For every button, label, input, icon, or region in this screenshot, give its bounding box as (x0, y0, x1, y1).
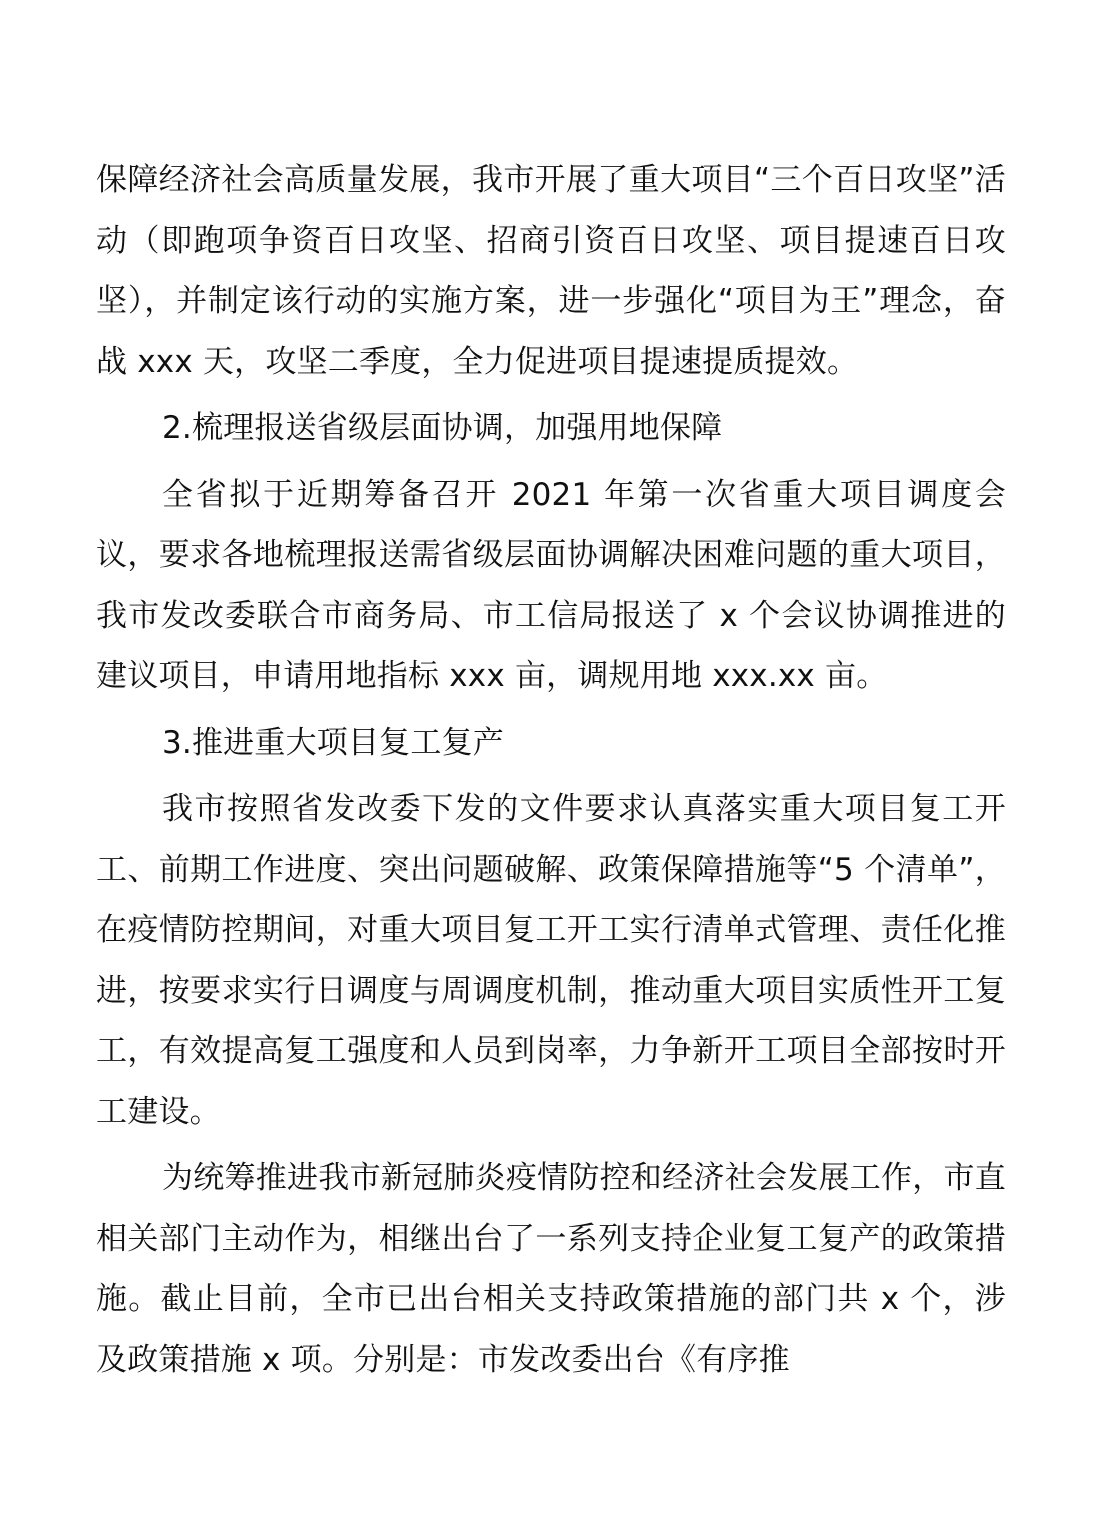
section-heading-3: 3.推进重大项目复工复产 (162, 724, 504, 761)
section-heading-2: 2.梳理报送省级层面协调，加强用地保障 (162, 410, 723, 446)
paragraph-continuation: 保障经济社会高质量发展，我市开展了重大项目“三个百日攻坚”活动（即跑项争资百日攻坚、招商引资百日攻坚、项目提速百日攻坚），并制定该行动的实施方案，进一步强化“项目为王”理念，奋战 xxx 天，攻坚二季度，全力促进项目提速提质提效。 (96, 162, 1006, 380)
paragraph-policy-measures: 为统筹推进我市新冠肺炎疫情防控和经济社会发展工作，市直相关部门主动作为，相继出台了一系列支持企业复工复产的政策措施。截止目前，全市已出台相关支持政策措施的部门共 x 个，涉及政策措施 x 项。分别是：市发改委出台《有序推 (96, 1160, 1006, 1378)
paragraph-resumption: 我市按照省发改委下发的文件要求认真落实重大项目复工开工、前期工作进度、突出问题破解、政策保障措施等“5 个清单”，在疫情防控期间，对重大项目复工开工实行清单式管理、责任化推进，按要求实行日调度与周调度机制，推动重大项目实质性开工复工，有效提高复工强度和人员到岗率，力争新开工项目全部按时开工建设。 (96, 791, 1006, 1130)
document-page (96, 150, 1006, 1390)
paragraph-land-guarantee: 全省拟于近期筹备召开 2021 年第一次省重大项目调度会议，要求各地梳理报送需省级层面协调解决困难问题的重大项目，我市发改委联合市商务局、市工信局报送了 x 个会议协调推进的建议项目，申请用地指标 xxx 亩，调规用地 xxx.xx 亩。 (96, 476, 1006, 694)
